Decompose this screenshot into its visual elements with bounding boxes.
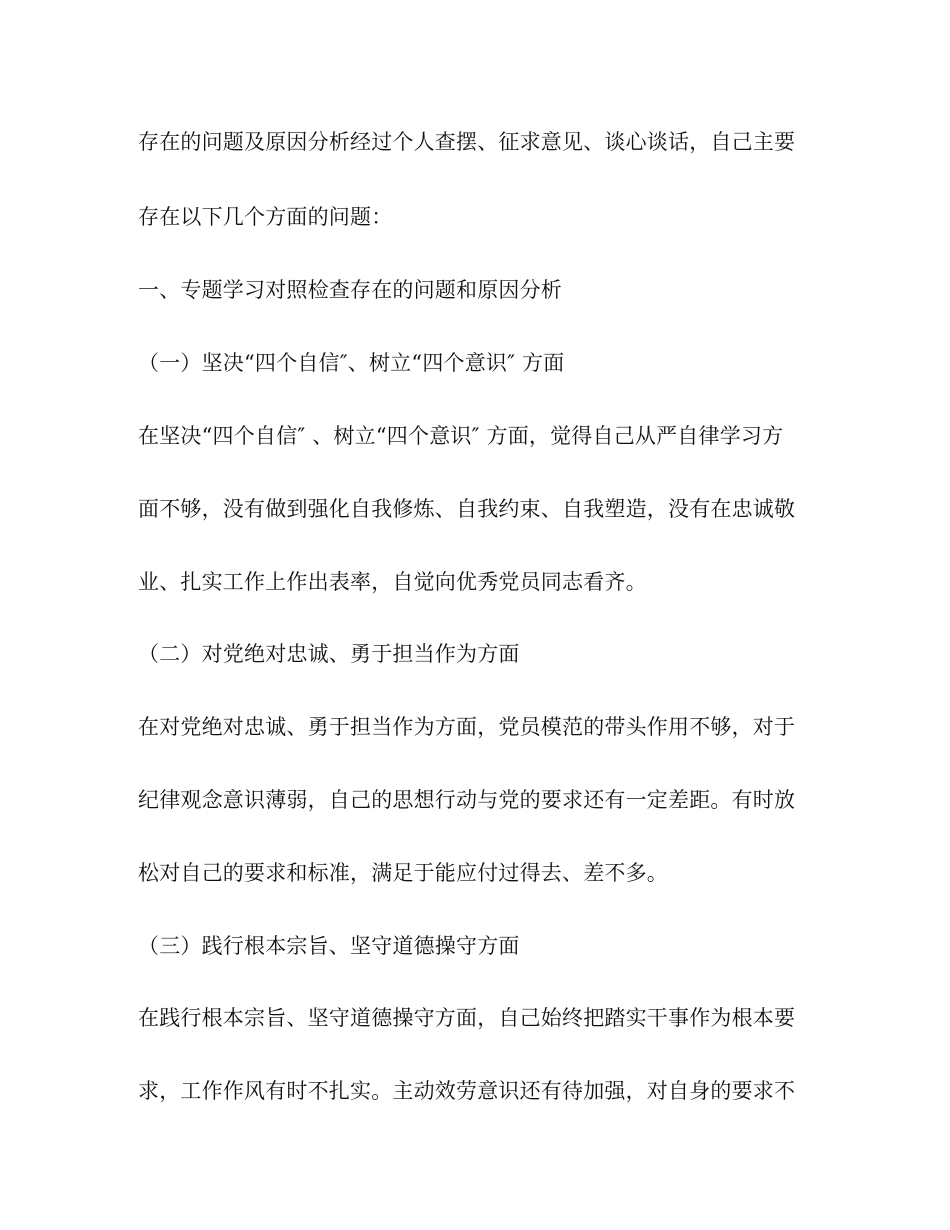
paragraph-line: 面不够，没有做到强化自我修炼、自我约束、自我塑造，没有在忠诚敬 [138,497,796,521]
paragraph-line: 存在以下几个方面的问题： [138,205,393,229]
subsection-heading: （二）对党绝对忠诚、勇于担当作为方面 [138,642,520,666]
section-heading: 一、专题学习对照检查存在的问题和原因分析 [138,278,562,302]
paragraph-line: 纪律观念意识薄弱，自己的思想行动与党的要求还有一定差距。有时放 [138,788,796,812]
paragraph-line: 在坚决“四个自信″ 、树立“四个意识″ 方面，觉得自己从严自律学习方 [138,424,784,448]
paragraph-line: 松对自己的要求和标准，满足于能应付过得去、差不多。 [138,861,668,885]
paragraph-line: 求，工作作风有时不扎实。主动效劳意识还有待加强，对自身的要求不 [138,1079,796,1103]
paragraph-line: 在践行根本宗旨、坚守道德操守方面，自己始终把踏实干事作为根本要 [138,1006,796,1030]
paragraph-line: 在对党绝对忠诚、勇于担当作为方面，党员模范的带头作用不够，对于 [138,715,796,739]
paragraph-line: 存在的问题及原因分析经过个人查摆、征求意见、谈心谈话，自己主要 [138,130,796,154]
paragraph-line: 业、扎实工作上作出表率，自觉向优秀党员同志看齐。 [138,570,647,594]
subsection-heading: （三）践行根本宗旨、坚守道德操守方面 [138,934,520,958]
subsection-heading: （一）坚决“四个自信″、树立“四个意识″ 方面 [138,351,565,375]
